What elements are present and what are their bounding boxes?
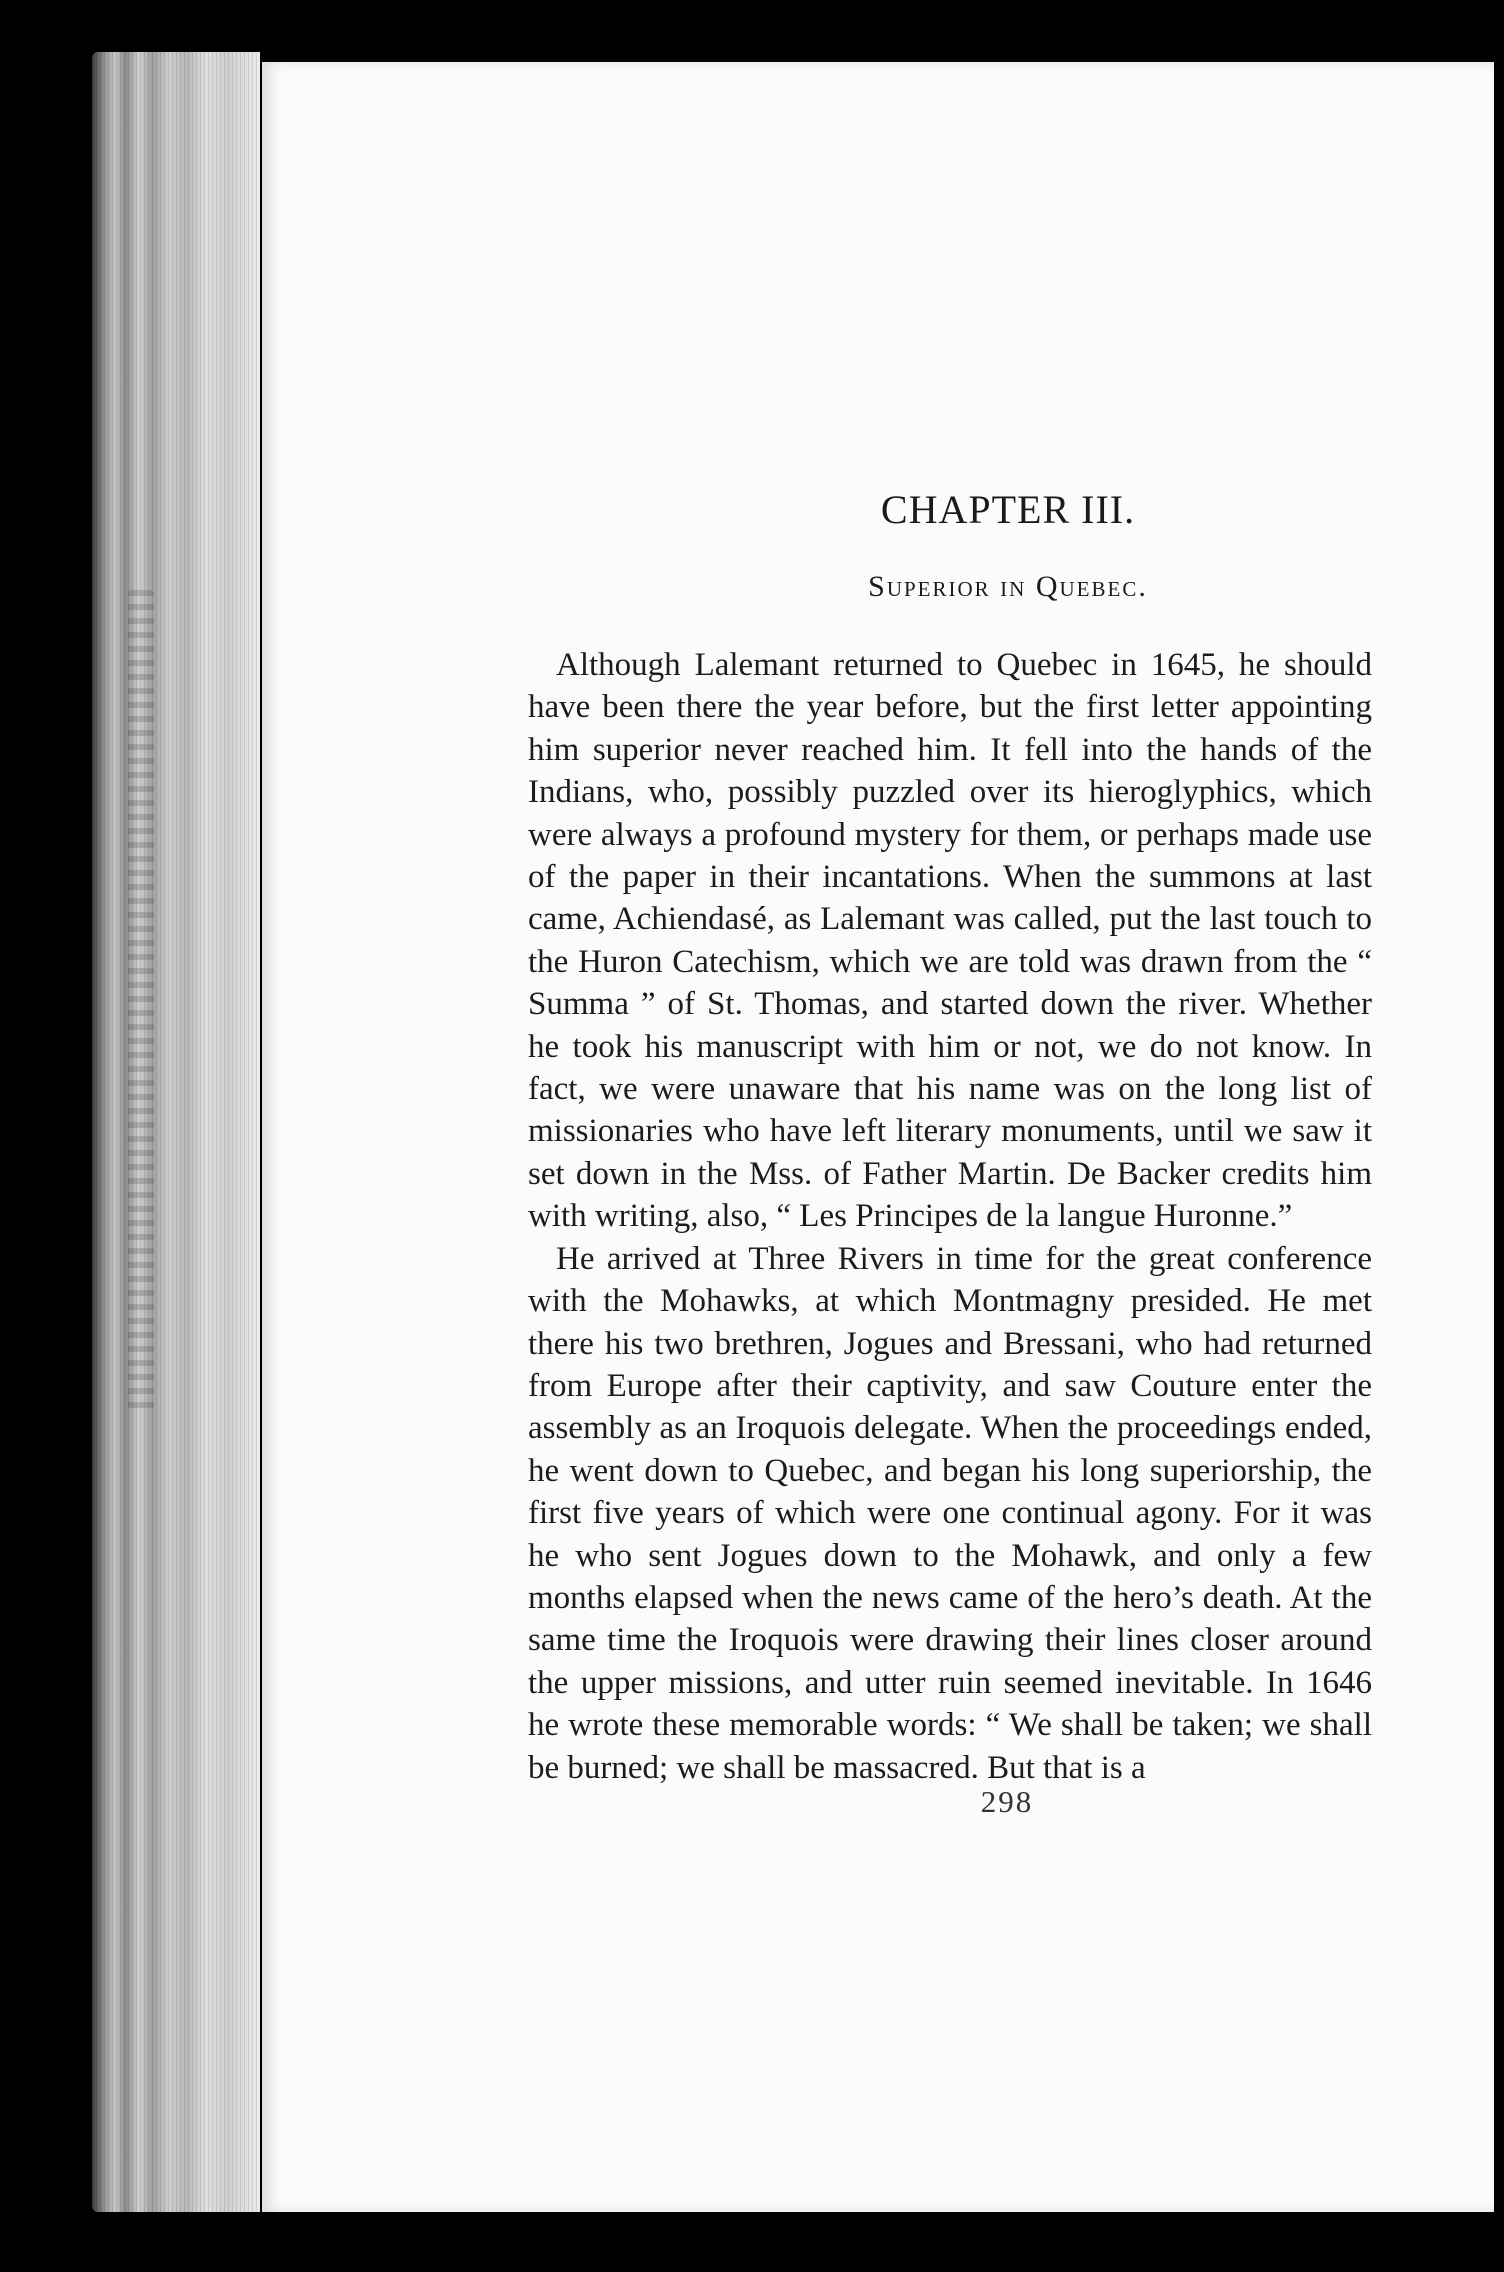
- body-text: [528, 644, 1372, 1789]
- paragraph: He arrived at Three Rivers in time for the great conference with the Mohawks, at which Montmagny presided. He met there his two brethren, Jogues and Bressani, who had returned from Europe after their captivity, and saw Couture enter the assembly as an Iroquois delegate. When the proceedings ended, he went down to Quebec, and began his long superiorship, the first five years of which were one continual agony. For it was he who sent Jogues down to the Mohawk, and only a few months elapsed when the news came of the hero’s death. At the same time the Iroquois were drawing their lines closer around the upper missions, and utter ruin seemed inevitable. In 1646 he wrote these memorable words: “ We shall be taken; we shall be burned; we shall be massacred. But that is a: [528, 1240, 1372, 1786]
- page-number: 298: [980, 1784, 1034, 1819]
- chapter-subtitle: Superior in Quebec.: [868, 570, 1148, 603]
- book-page-edges: [92, 52, 260, 2212]
- page-sheet: [262, 62, 1494, 2212]
- paragraph: Although Lalemant returned to Quebec in 1645, he should have been there the year before, but the first letter appointing him superior never reached him. It fell into the hands of the Indians, who, possibly puzzled over its hieroglyphics, which were always a profound mystery for them, or perhaps made use of the paper in their incantations. When the summons at last came, Achiendasé, as Lalemant was called, put the last touch to the Huron Catechism, which we are told was drawn from the “ Summa ” of St. Thomas, and started down the river. Whether he took his manuscript with him or not, we do not know. In fact, we were unaware that his name was on the long list of missionaries who have left literary monuments, until we saw it set down in the Mss. of Father Martin. De Backer credits him with writing, also, “ Les Principes de la langue Huronne.”: [528, 647, 1372, 1235]
- chapter-title: CHAPTER III.: [880, 487, 1136, 532]
- library-stamp: [128, 590, 154, 1410]
